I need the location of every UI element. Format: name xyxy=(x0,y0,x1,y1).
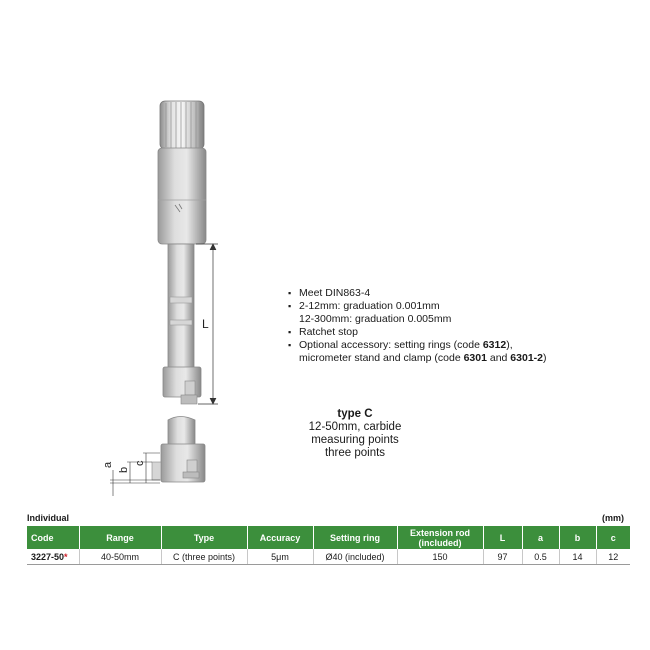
col-header-accuracy: Accuracy xyxy=(247,526,313,549)
feature-item: ▪ Optional accessory: setting rings (code 6312), micrometer stand and clamp (code 6301 and 6301-2) xyxy=(288,339,628,365)
cell-setting-ring: Ø40 (included) xyxy=(313,549,397,565)
col-header-type: Type xyxy=(161,526,247,549)
cell-code: 3227-50* xyxy=(27,549,79,565)
type-description xyxy=(262,408,448,460)
ratchet-knob xyxy=(160,101,204,149)
head-detail xyxy=(152,417,205,483)
spec-table xyxy=(27,526,630,565)
dimension-c-label: c xyxy=(134,460,146,466)
table-row xyxy=(27,549,630,565)
cell-c: 12 xyxy=(596,549,630,565)
feature-list xyxy=(288,287,628,365)
col-header-a: a xyxy=(522,526,559,549)
type-line: 12-50mm, carbide xyxy=(308,421,402,433)
extension-rod xyxy=(168,244,194,368)
table-caption: Individual xyxy=(27,513,70,523)
type-line: three points xyxy=(324,447,386,459)
col-header-c: c xyxy=(596,526,630,549)
cell-extension-rod: 150 xyxy=(397,549,483,565)
cell-a: 0.5 xyxy=(522,549,559,565)
type-title: type C xyxy=(337,408,373,420)
cell-range: 40-50mm xyxy=(79,549,161,565)
table-header-row xyxy=(27,526,630,549)
new-marker: * xyxy=(64,551,68,562)
cell-type: C (three points) xyxy=(161,549,247,565)
thimble-sleeve xyxy=(158,148,206,244)
col-header-extension-rod: Extension rod (included) xyxy=(397,526,483,549)
measuring-head xyxy=(163,367,201,404)
col-header-b: b xyxy=(559,526,596,549)
col-header-range: Range xyxy=(79,526,161,549)
cell-b: 14 xyxy=(559,549,596,565)
col-header-code: Code xyxy=(27,526,79,549)
col-header-L: L xyxy=(483,526,522,549)
feature-item: ▪ Meet DIN863-4 xyxy=(288,287,628,300)
col-header-setting-ring: Setting ring xyxy=(313,526,397,549)
type-line: measuring points xyxy=(311,434,399,446)
dimension-b-label: b xyxy=(118,466,130,473)
cell-L: 97 xyxy=(483,549,522,565)
table-unit: (mm) xyxy=(602,513,624,523)
cell-accuracy: 5μm xyxy=(247,549,313,565)
dimension-a-label: a xyxy=(102,461,114,468)
feature-item: ▪ 2-12mm: graduation 0.001mm 12-300mm: graduation 0.005mm xyxy=(288,300,628,326)
dimension-L-label: L xyxy=(202,317,209,331)
feature-item: ▪ Ratchet stop xyxy=(288,326,628,339)
